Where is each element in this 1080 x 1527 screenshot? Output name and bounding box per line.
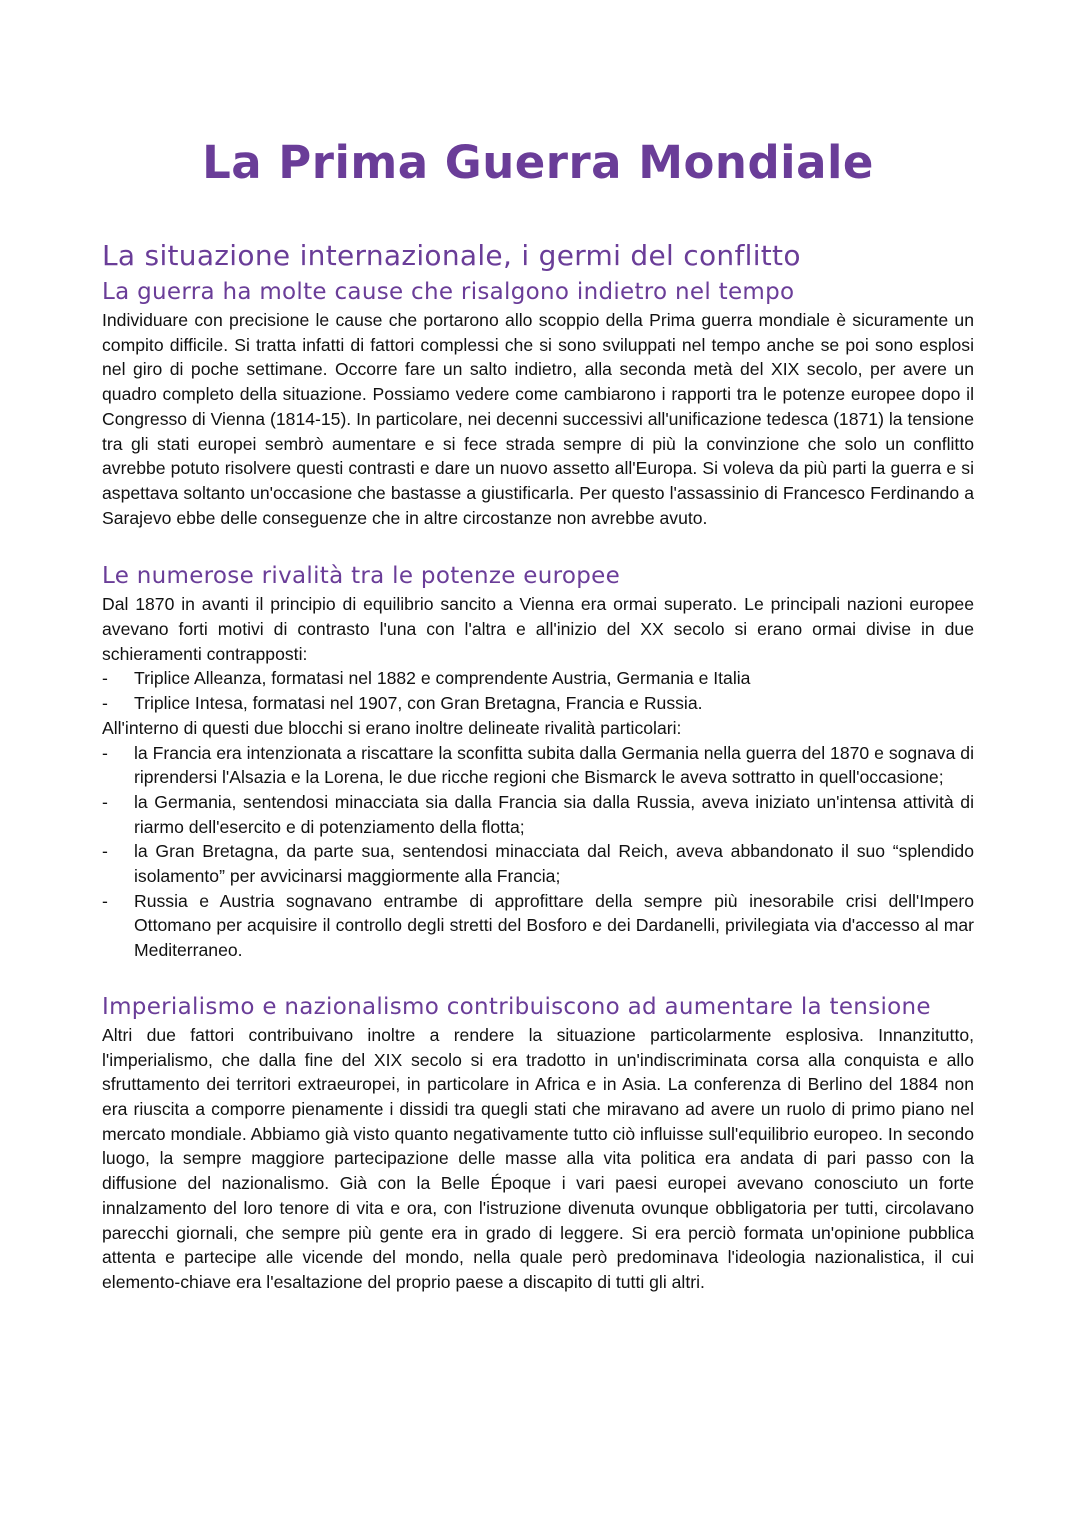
paragraph-rivalries-intro: Dal 1870 in avanti il principio di equilibrio sancito a Vienna era ormai superato. Le principali nazioni europee avevano forti motivi di contrasto l'una con l'altra e all'inizio del XX secolo si erano ormai divise in due schieramenti contrapposti: [102, 594, 974, 664]
subheading-imperialism-nationalism: Imperialismo e nazionalismo contribuiscono ad aumentare la tensione [102, 993, 931, 1020]
list-item-russia-austria: - Russia e Austria sognavano entrambe di approfittare della sempre più inesorabile crisi dell'Impero Ottomano per acquisire il controllo degli stretti del Bosforo e dei Dardanelli, privilegiata via d'accesso al mar Mediterraneo. [102, 889, 974, 963]
list-item-triple-alliance: - Triplice Alleanza, formatasi nel 1882 e comprendente Austria, Germania e Italia [102, 666, 974, 691]
list-item-triple-entente: - Triplice Intesa, formatasi nel 1907, con Gran Bretagna, Francia e Russia. [102, 691, 974, 716]
paragraph-war-causes: Individuare con precisione le cause che portarono allo scoppio della Prima guerra mondiale è sicuramente un compito difficile. Si tratta infatti di fattori complessi che si sono sviluppati nel tempo anche se poi sono esplosi nel giro di poche settimane. Occorre fare un salto indietro, alla seconda metà del XIX secolo, per avere un quadro completo della situazione. Possiamo vedere come cambiarono i rapporti tra le potenze europee dopo il Congresso di Vienna (1814-15). In particolare, nei decenni successivi all'unificazione tedesca (1871) la tensione tra gli stati europei sembrò aumentare e si fece strada sempre di più la convinzione che solo un conflitto avrebbe potuto risolvere questi contrasti e dare un nuovo assetto all'Europa. Si voleva da più parti la guerra e si aspettava soltanto un'occasione che bastasse a giustificarla. Per questo l'assassinio di Francesco Ferdinando a Sarajevo ebbe delle conseguenze che in altre circostanze non avrebbe avuto. [102, 310, 974, 528]
list-item-france: - la Francia era intenzionata a riscattare la sconfitta subita dalla Germania nella guerra del 1870 e sognava di riprendersi l'Alsazia e la Lorena, le due ricche regioni che Bismarck le aveva sottratto in quell'occasione; [102, 741, 974, 790]
list-item-germany: - la Germania, sentendosi minacciata sia dalla Francia sia dalla Russia, aveva iniziato un'intensa attività di riarmo dell'esercito e di potenziamento della flotta; [102, 790, 974, 839]
paragraph-rivalries-transition: All'interno di questi due blocchi si erano inoltre delineate rivalità particolari: [102, 717, 682, 738]
alliances-list [102, 666, 974, 715]
list-item-great-britain: - la Gran Bretagna, da parte sua, sentendosi minacciata dal Reich, aveva abbandonato il suo “splendido isolamento” per avvicinarsi maggiormente alla Francia; [102, 839, 974, 888]
section-heading-international-situation: La situazione internazionale, i germi del conflitto [102, 239, 801, 272]
document-title: La Prima Guerra Mondiale [202, 136, 874, 189]
paragraph-imperialism-nationalism: Altri due fattori contribuivano inoltre a rendere la situazione particolarmente esplosiva. Innanzitutto, l'imperialismo, che dalla fine del XIX secolo si era tradotto in un'indiscriminata corsa alla conquista e allo sfruttamento dei territori extraeuropei, in particolare in Africa e in Asia. La conferenza di Berlino del 1884 non era riuscita a comporre pienamente i dissidi tra quegli stati che miravano ad avere un ruolo di primo piano nel mercato mondiale. Abbiamo già visto quanto negativamente tutto ciò influisse sull'equilibrio europeo. In secondo luogo, la sempre maggiore partecipazione delle masse alla vita politica era andata di pari passo con la diffusione del nazionalismo. Già con la Belle Époque i vari paesi europei avevano conosciuto un forte innalzamento del loro tenore di vita e ora, con l'istruzione divenuta ovunque obbligatoria per tutti, circolavano parecchi giornali, che sempre più gente era in grado di leggere. Si era perciò formata un'opinione pubblica attenta e partecipe alle vicende del mondo, nella quale però predominava l'ideologia nazionalistica, il cui elemento-chiave era l'esaltazione del proprio paese a discapito di tutti gli altri. [102, 1024, 974, 1292]
rivalries-list [102, 741, 974, 963]
document-page [102, 128, 974, 1295]
subheading-war-causes: La guerra ha molte cause che risalgono indietro nel tempo [102, 279, 795, 305]
subheading-rivalries: Le numerose rivalità tra le potenze europee [102, 563, 621, 590]
